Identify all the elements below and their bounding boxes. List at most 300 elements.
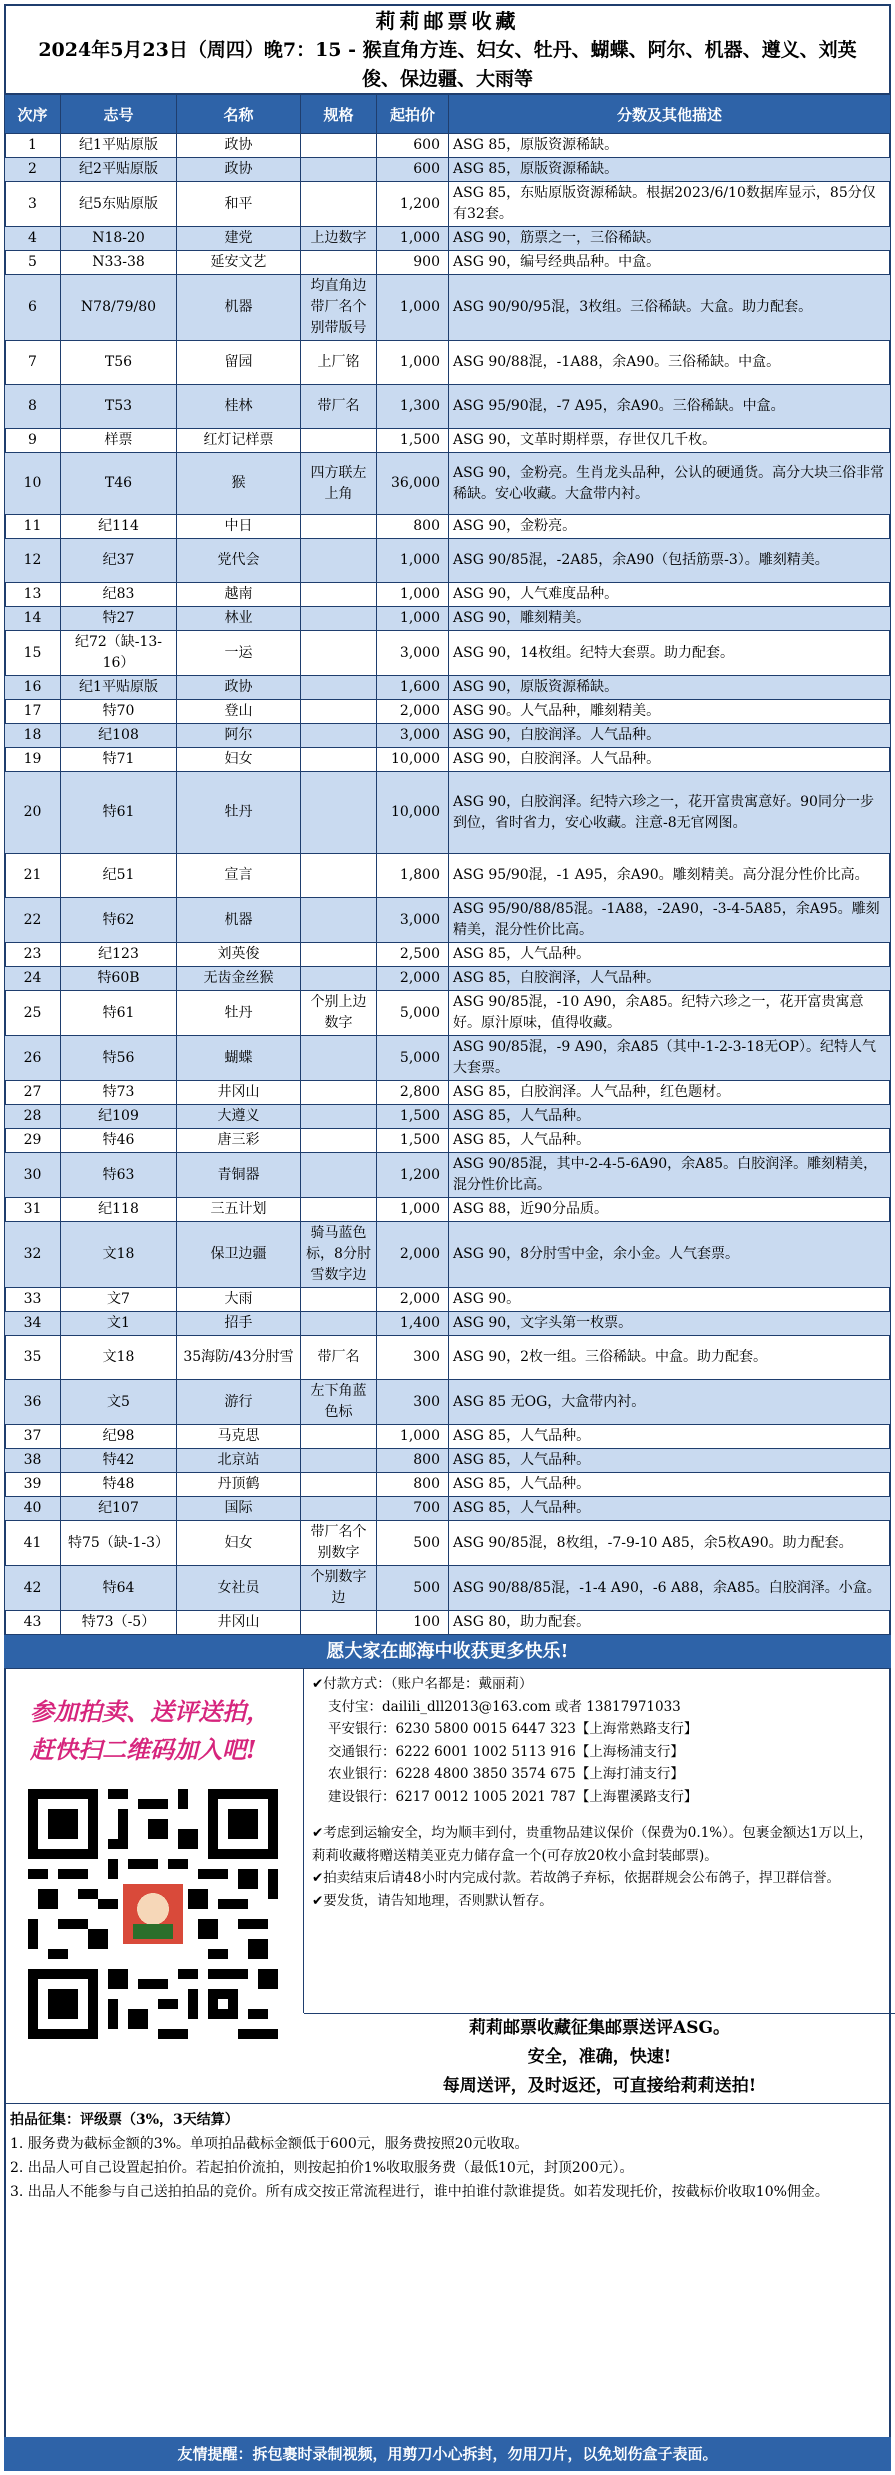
lot-description: ASG 90，文字头第一枚票。 [449,1312,891,1336]
bank-account: 交通银行：6222 6001 1002 5113 916【上海杨浦支行】 [328,1743,684,1760]
lot-number: 34 [5,1312,61,1336]
lot-description: ASG 90/90/95混，3枚组。三俗稀缺。大盒。助力配套。 [449,275,891,341]
lot-name: 一运 [177,631,301,676]
lot-spec [301,700,377,724]
table-row [5,1153,891,1198]
lot-code: 纪51 [61,854,177,898]
table-row [5,134,891,158]
table-row [5,453,891,515]
lot-number: 36 [5,1380,61,1425]
lot-description: ASG 85，白胶润泽，人气品种。 [449,967,891,991]
lot-start-price: 500 [377,1566,449,1611]
lot-spec: 均直角边带厂名个别带版号 [301,275,377,341]
col-header-no: 次序 [5,95,61,134]
lot-spec [301,1105,377,1129]
lot-code: T56 [61,341,177,385]
lot-spec [301,1288,377,1312]
table-row [5,1288,891,1312]
lot-number: 2 [5,158,61,182]
table-row [5,227,891,251]
table-row [5,251,891,275]
table-row [5,967,891,991]
lot-number: 28 [5,1105,61,1129]
lot-description: ASG 90，8分肘雪中金，余小金。人气套票。 [449,1222,891,1288]
lot-start-price: 100 [377,1611,449,1635]
col-header-spec: 规格 [301,95,377,134]
lot-spec [301,1129,377,1153]
lot-description: ASG 85，原版资源稀缺。 [449,134,891,158]
lot-number: 21 [5,854,61,898]
contact-section [4,1668,891,2013]
table-row [5,1521,891,1566]
lot-name: 国际 [177,1497,301,1521]
notice-line: 每周送评，及时返还，可直接给莉莉送拍! [442,2076,757,2096]
payment-method: ✔付款方式：（账户名都是：戴丽莉） [312,1676,533,1692]
lot-description: ASG 90，人气难度品种。 [449,583,891,607]
lot-spec: 左下角蓝色标 [301,1380,377,1425]
lot-name: 牡丹 [177,991,301,1036]
lot-description: ASG 85，人气品种。 [449,1129,891,1153]
lot-number: 19 [5,748,61,772]
lot-number: 37 [5,1425,61,1449]
lot-spec [301,1449,377,1473]
lot-spec [301,515,377,539]
lot-description: ASG 95/90混，-1 A95，余A90。雕刻精美。高分混分性价比高。 [449,854,891,898]
lot-start-price: 3,000 [377,631,449,676]
lot-spec [301,1425,377,1449]
lot-name: 妇女 [177,748,301,772]
lot-name: 刘英俊 [177,943,301,967]
table-row [5,724,891,748]
table-row [5,1105,891,1129]
lot-name: 党代会 [177,539,301,583]
lot-start-price: 10,000 [377,748,449,772]
lot-number: 31 [5,1198,61,1222]
lot-start-price: 2,000 [377,1288,449,1312]
lot-spec [301,1312,377,1336]
lot-code: 文18 [61,1222,177,1288]
delivery-note: ✔要发货，请告知地理，否则默认暂存。 [312,1892,553,1909]
lot-description: ASG 90，白胶润泽。人气品种。 [449,748,891,772]
table-row [5,772,891,854]
lot-spec [301,182,377,227]
lot-start-price: 1,600 [377,676,449,700]
lot-code: 纪114 [61,515,177,539]
lot-description: ASG 90/85混，8枚组，-7-9-10 A85，余5枚A90。助力配套。 [449,1521,891,1566]
lot-name: 马克思 [177,1425,301,1449]
table-row [5,1611,891,1635]
lot-spec: 上边数字 [301,227,377,251]
lot-spec [301,1036,377,1081]
lot-number: 29 [5,1129,61,1153]
lot-number: 13 [5,583,61,607]
lot-start-price: 36,000 [377,453,449,515]
lot-name: 林业 [177,607,301,631]
lot-number: 32 [5,1222,61,1288]
table-body [5,134,891,1635]
lot-start-price: 1,000 [377,275,449,341]
lot-number: 9 [5,429,61,453]
lot-start-price: 2,000 [377,967,449,991]
lot-code: 文5 [61,1380,177,1425]
page-header [4,4,891,94]
consignment-rules [4,2103,891,2437]
table-row [5,385,891,429]
table-row [5,515,891,539]
table-header-row [5,95,891,134]
lot-name: 35海防/43分肘雪 [177,1336,301,1380]
table-row [5,341,891,385]
lot-name: 红灯记样票 [177,429,301,453]
lot-number: 42 [5,1566,61,1611]
lot-name: 北京站 [177,1449,301,1473]
lot-number: 26 [5,1036,61,1081]
lot-start-price: 800 [377,515,449,539]
lot-number: 22 [5,898,61,943]
lot-code: 纪83 [61,583,177,607]
col-header-price: 起拍价 [377,95,449,134]
lot-code: 特60B [61,967,177,991]
lot-spec [301,772,377,854]
lot-start-price: 1,200 [377,1153,449,1198]
lot-description: ASG 90，雕刻精美。 [449,607,891,631]
rule-item: 3. 出品人不能参与自己送拍拍品的竞价。所有成交按正常流程进行，谁中拍谁付款谁提货。如若发现托价，按截标价收取10%佣金。 [10,2184,829,2200]
lot-name: 招手 [177,1312,301,1336]
lot-number: 6 [5,275,61,341]
lot-description: ASG 85，原版资源稀缺。 [449,158,891,182]
lot-description: ASG 95/90/88/85混。-1A88，-2A90，-3-4-5A85，余A95。雕刻精美，混分性价比高。 [449,898,891,943]
table-row [5,700,891,724]
table-row [5,748,891,772]
lot-code: N78/79/80 [61,275,177,341]
lot-start-price: 1,000 [377,607,449,631]
lot-number: 4 [5,227,61,251]
table-row [5,182,891,227]
lot-code: 特73 [61,1081,177,1105]
lot-start-price: 700 [377,1497,449,1521]
lot-start-price: 600 [377,134,449,158]
lot-code: 纪1平贴原版 [61,676,177,700]
lot-code: 特46 [61,1129,177,1153]
lot-description: ASG 90。人气品种，雕刻精美。 [449,700,891,724]
table-row [5,1425,891,1449]
table-row [5,1336,891,1380]
lot-name: 政协 [177,134,301,158]
col-header-desc: 分数及其他描述 [449,95,891,134]
lot-description: ASG 80，助力配套。 [449,1611,891,1635]
lot-description: ASG 85，人气品种。 [449,943,891,967]
lot-code: 文7 [61,1288,177,1312]
table-row [5,1380,891,1425]
grading-service-notice [304,2013,895,2104]
lot-description: ASG 90/88/85混，-1-4 A90，-6 A88，余A85。白胶润泽。小盒。 [449,1566,891,1611]
lot-code: 特56 [61,1036,177,1081]
lot-spec [301,1198,377,1222]
table-row [5,1473,891,1497]
lot-name: 建党 [177,227,301,251]
lot-code: 纪37 [61,539,177,583]
lot-spec [301,854,377,898]
table-row [5,1566,891,1611]
lot-start-price: 1,500 [377,1105,449,1129]
table-row [5,943,891,967]
lot-number: 11 [5,515,61,539]
lot-description: ASG 90/85混，-2A85，余A90（包括筋票-3）。雕刻精美。 [449,539,891,583]
lot-description: ASG 90，金粉亮。生肖龙头品种，公认的硬通货。高分大块三俗非常稀缺。安心收藏。大盒带内衬。 [449,453,891,515]
table-row [5,1312,891,1336]
lot-spec [301,1611,377,1635]
lot-number: 30 [5,1153,61,1198]
lot-description: ASG 85，人气品种。 [449,1497,891,1521]
promo-line: 参加拍卖、送评送拍， [30,1697,270,1726]
lot-description: ASG 90。 [449,1288,891,1312]
alipay-account: 支付宝：dailili_dll2013@163.com 或者 13817971033 [328,1698,681,1715]
lot-name: 延安文艺 [177,251,301,275]
lot-name: 保卫边疆 [177,1222,301,1288]
lot-spec [301,943,377,967]
lot-code: 纪98 [61,1425,177,1449]
lot-description: ASG 85，人气品种。 [449,1425,891,1449]
lot-start-price: 1,200 [377,182,449,227]
lot-spec: 个别数字边 [301,1566,377,1611]
lot-number: 33 [5,1288,61,1312]
lot-spec [301,1081,377,1105]
promo-text [4,1669,303,1769]
lot-description: ASG 90，编号经典品种。中盒。 [449,251,891,275]
lot-name: 游行 [177,1380,301,1425]
lot-code: 特62 [61,898,177,943]
lot-start-price: 800 [377,1473,449,1497]
lot-start-price: 800 [377,1449,449,1473]
bank-account: 平安银行：6230 5800 0015 6447 323【上海常熟路支行】 [328,1721,698,1737]
lot-spec [301,429,377,453]
table-row [5,631,891,676]
lot-code: T53 [61,385,177,429]
lot-code: 纪123 [61,943,177,967]
table-row [5,275,891,341]
table-row [5,676,891,700]
lot-start-price: 1,000 [377,583,449,607]
lot-name: 中日 [177,515,301,539]
table-row [5,1081,891,1105]
lot-description: ASG 85，人气品种。 [449,1473,891,1497]
lot-number: 17 [5,700,61,724]
shipping-note: ✔考虑到运输安全，均为顺丰到付，贵重物品建议保价（保费为0.1%）。包裹金额达1万以上，莉莉收藏将赠送精美亚克力储存盒一个(可存放20枚小盒封装邮票)。 [312,1825,873,1864]
table-row [5,991,891,1036]
lot-code: 特61 [61,772,177,854]
lot-start-price: 300 [377,1380,449,1425]
lot-spec: 带厂名 [301,385,377,429]
table-row [5,1497,891,1521]
lot-spec [301,1497,377,1521]
lot-name: 丹顶鹤 [177,1473,301,1497]
lot-spec [301,134,377,158]
lot-code: 纪108 [61,724,177,748]
lot-start-price: 10,000 [377,772,449,854]
lot-spec: 骑马蓝色标，8分肘雪数字边 [301,1222,377,1288]
lot-number: 18 [5,724,61,748]
banner-bottom: 友情提醒：拆包裹时录制视频，用剪刀小心拆封，勿用刀片，以免划伤盒子表面。 [4,2437,891,2471]
lot-code: 纪1平贴原版 [61,134,177,158]
lot-code: 文18 [61,1336,177,1380]
lot-start-price: 1,000 [377,341,449,385]
lot-start-price: 2,500 [377,943,449,967]
lot-spec [301,583,377,607]
lot-start-price: 5,000 [377,1036,449,1081]
qr-code-icon[interactable] [28,1789,278,2039]
lot-number: 7 [5,341,61,385]
lot-name: 井冈山 [177,1611,301,1635]
lot-description: ASG 85，人气品种。 [449,1105,891,1129]
lot-start-price: 1,500 [377,1129,449,1153]
lot-start-price: 3,000 [377,724,449,748]
table-row [5,1198,891,1222]
lot-description: ASG 85，人气品种。 [449,1449,891,1473]
lot-name: 妇女 [177,1521,301,1566]
lot-description: ASG 90，金粉亮。 [449,515,891,539]
lot-spec: 带厂名 [301,1336,377,1380]
lot-start-price: 2,000 [377,700,449,724]
lot-code: 特61 [61,991,177,1036]
lot-spec [301,1473,377,1497]
lot-code: 纪72（缺-13-16） [61,631,177,676]
lot-code: N18-20 [61,227,177,251]
page-title: 莉莉邮票收藏 [375,9,520,33]
lot-spec [301,967,377,991]
lot-code: 特75（缺-1-3） [61,1521,177,1566]
lot-number: 1 [5,134,61,158]
lot-description: ASG 90，14枚组。纪特大套票。助力配套。 [449,631,891,676]
lot-code: 文1 [61,1312,177,1336]
lot-name: 大雨 [177,1288,301,1312]
rule-item: 1. 服务费为截标金额的3%。单项拍品截标金额低于600元，服务费按照20元收取。 [10,2136,529,2152]
lot-start-price: 500 [377,1521,449,1566]
lot-name: 三五计划 [177,1198,301,1222]
lot-name: 机器 [177,898,301,943]
lot-name: 女社员 [177,1566,301,1611]
lot-start-price: 1,300 [377,385,449,429]
lot-name: 政协 [177,158,301,182]
col-header-name: 名称 [177,95,301,134]
lot-code: 纪118 [61,1198,177,1222]
lot-spec: 上厂铭 [301,341,377,385]
lot-code: N33-38 [61,251,177,275]
rules-title: 拍品征集：评级票（3%，3天结算） [10,2112,239,2128]
lot-number: 3 [5,182,61,227]
lot-code: 特71 [61,748,177,772]
lot-start-price: 2,000 [377,1222,449,1288]
lot-name: 阿尔 [177,724,301,748]
table-row [5,158,891,182]
lot-start-price: 1,500 [377,429,449,453]
lot-spec [301,676,377,700]
lot-number: 25 [5,991,61,1036]
lot-number: 8 [5,385,61,429]
lot-description: ASG 90/88混，-1A88，余A90。三俗稀缺。中盒。 [449,341,891,385]
table-row [5,1129,891,1153]
lot-start-price: 1,000 [377,227,449,251]
promo-panel [4,1669,304,2013]
table-row [5,583,891,607]
lot-start-price: 1,400 [377,1312,449,1336]
lot-code: 特70 [61,700,177,724]
lot-number: 38 [5,1449,61,1473]
table-row [5,429,891,453]
lot-name: 桂林 [177,385,301,429]
lot-code: 纪2平贴原版 [61,158,177,182]
lot-name: 和平 [177,182,301,227]
lot-number: 14 [5,607,61,631]
lot-description: ASG 90/85混，-10 A90，余A85。纪特六珍之一，花开富贵寓意好。原汁原味，值得收藏。 [449,991,891,1036]
lot-description: ASG 95/90混，-7 A95，余A90。三俗稀缺。中盒。 [449,385,891,429]
lot-start-price: 300 [377,1336,449,1380]
banner-top: 愿大家在邮海中收获更多快乐! [4,1635,891,1668]
lot-spec [301,158,377,182]
lot-number: 41 [5,1521,61,1566]
lot-name: 牡丹 [177,772,301,854]
lot-description: ASG 85，东贴原版资源稀缺。根据2023/6/10数据库显示，85分仅有32套。 [449,182,891,227]
table-row [5,1449,891,1473]
lot-start-price: 1,000 [377,1425,449,1449]
lot-number: 12 [5,539,61,583]
lot-code: 样票 [61,429,177,453]
lot-description: ASG 90，白胶润泽。人气品种。 [449,724,891,748]
lot-name: 留园 [177,341,301,385]
lot-spec [301,607,377,631]
lot-name: 政协 [177,676,301,700]
bank-account: 建设银行：6217 0012 1005 2021 787【上海瞿溪路支行】 [328,1788,698,1805]
lot-name: 大遵义 [177,1105,301,1129]
lot-spec [301,1153,377,1198]
rule-item: 2. 出品人可自己设置起拍价。若起拍价流拍，则按起拍价1%收取服务费（最低10元，封顶200元）。 [10,2160,634,2176]
lot-start-price: 1,000 [377,539,449,583]
lot-number: 35 [5,1336,61,1380]
lot-name: 青铜器 [177,1153,301,1198]
lot-description: ASG 85 无OG，大盒带内衬。 [449,1380,891,1425]
lot-name: 越南 [177,583,301,607]
lot-code: 特64 [61,1566,177,1611]
auction-table [4,94,891,1635]
lot-spec [301,724,377,748]
col-header-code: 志号 [61,95,177,134]
table-row [5,1036,891,1081]
payment-panel [304,1669,891,1912]
lot-start-price: 2,800 [377,1081,449,1105]
lot-number: 40 [5,1497,61,1521]
lot-name: 井冈山 [177,1081,301,1105]
lot-name: 宣言 [177,854,301,898]
lot-start-price: 3,000 [377,898,449,943]
lot-name: 登山 [177,700,301,724]
lot-description: ASG 90/85混，-9 A90，余A85（其中-1-2-3-18无OP）。纪特人气大套票。 [449,1036,891,1081]
notice-line: 安全，准确，快速! [527,2047,672,2067]
lot-name: 猴 [177,453,301,515]
lot-name: 蝴蝶 [177,1036,301,1081]
promo-line: 赶快扫二维码加入吧! [30,1735,257,1764]
lot-start-price: 1,000 [377,1198,449,1222]
lot-start-price: 900 [377,251,449,275]
lot-start-price: 600 [377,158,449,182]
page-subtitle: 2024年5月23日（周四）晚7：15 - 猴直角方连、妇女、牡丹、蝴蝶、阿尔、机器、遵义、刘英俊、保边疆、大雨等 [38,39,857,90]
lot-number: 16 [5,676,61,700]
lot-description: ASG 90，2枚一组。三俗稀缺。中盒。助力配套。 [449,1336,891,1380]
lot-description: ASG 90/85混，其中-2-4-5-6A90，余A85。白胶润泽。雕刻精美，混分性价比高。 [449,1153,891,1198]
lot-name: 唐三彩 [177,1129,301,1153]
lot-code: 纪109 [61,1105,177,1129]
lot-number: 27 [5,1081,61,1105]
lot-number: 24 [5,967,61,991]
lot-description: ASG 90，筋票之一，三俗稀缺。 [449,227,891,251]
